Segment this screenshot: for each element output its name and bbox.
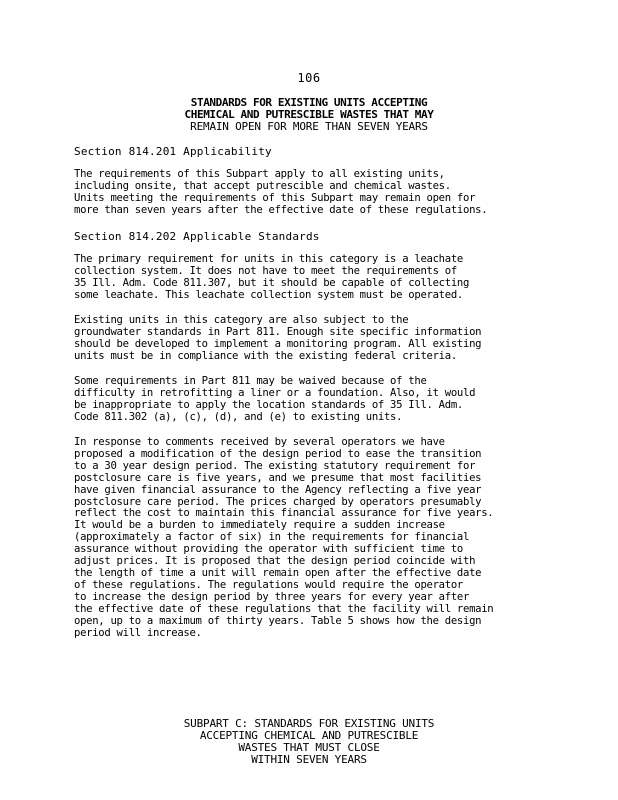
text-line: 35 Ill. Adm. Code 811.307, but it should be capable of collecting [74, 276, 470, 289]
text-line: (approximately a factor of six) in the requirements for financial [74, 531, 470, 544]
subpart-heading [0, 718, 618, 766]
text-line: assurance without providing the operator with sufficient time to [74, 543, 463, 556]
text-line: have given financial assurance to the Agency reflecting a five year [74, 483, 482, 496]
text-line: to a 30 year design period. The existing statutory requirement for [74, 459, 476, 472]
paragraph-groundwater [74, 315, 554, 363]
text-line: Units meeting the requirements of this Subpart may remain open for [74, 191, 476, 204]
title-line-2: CHEMICAL AND PUTRESCIBLE WASTES THAT MAY [184, 108, 434, 121]
text-line: postclosure care is five years, and we presume that most facilities [74, 471, 482, 484]
text-line: open, up to a maximum of thirty years. Table 5 shows how the design [74, 614, 482, 627]
text-line: adjust prices. It is proposed that the design period coincide with [74, 555, 476, 568]
text-line: Code 811.302 (a), (c), (d), and (e) to existing units. [74, 410, 403, 423]
text-line: postclosure care period. The prices charged by operators presumably [74, 495, 482, 508]
paragraph-leachate [74, 254, 554, 302]
text-line: should be developed to implement a monitoring program. All existing [74, 337, 482, 350]
section-heading-applicable-standards: Section 814.202 Applicable Standards [74, 230, 320, 243]
text-line: to increase the design period by three years for every year after [74, 590, 470, 603]
section-heading-applicability: Section 814.201 Applicability [74, 145, 272, 158]
text-line: Existing units in this category are also subject to the [74, 314, 409, 326]
text-line: Some requirements in Part 811 may be waived because of the [74, 375, 427, 387]
text-line: including onsite, that accept putrescible and chemical wastes. [74, 179, 451, 192]
subpart-line-2: ACCEPTING CHEMICAL AND PUTRESCIBLE [199, 729, 419, 742]
paragraph-waivers [74, 376, 554, 424]
text-line: the length of time a unit will remain open after the effective date [74, 566, 482, 579]
text-line: units must be in compliance with the existing federal criteria. [74, 349, 457, 362]
text-line: the effective date of these regulations that the facility will remain [74, 602, 494, 615]
paragraph-design-period [74, 437, 554, 639]
text-line: more than seven years after the effective date of these regulations. [74, 203, 488, 216]
text-line: In response to comments received by several operators we have [74, 436, 445, 448]
text-line: difficulty in retrofitting a liner or a foundation. Also, it would [74, 386, 476, 399]
text-line: period will increase. [74, 626, 202, 639]
text-line: collection system. It does not have to meet the requirements of [74, 264, 457, 277]
subpart-line-4: WITHIN SEVEN YEARS [251, 753, 367, 766]
text-line: reflect the cost to maintain this financial assurance for five years. [74, 507, 494, 520]
title-line-1: STANDARDS FOR EXISTING UNITS ACCEPTING [190, 96, 428, 109]
subpart-line-1: SUBPART C: STANDARDS FOR EXISTING UNITS [183, 717, 435, 730]
paragraph-applicability [74, 169, 554, 217]
text-line: It would be a burden to immediately require a sudden increase [74, 519, 445, 532]
text-line: proposed a modification of the design period to ease the transition [74, 447, 482, 460]
text-line: of these regulations. The regulations would require the operator [74, 578, 463, 591]
page-number: 106 [297, 71, 321, 85]
subpart-line-3: WASTES THAT MUST CLOSE [238, 741, 380, 754]
document-title [0, 97, 618, 133]
text-line: groundwater standards in Part 811. Enough site specific information [74, 325, 482, 338]
text-line: The requirements of this Subpart apply to all existing units, [74, 168, 445, 180]
text-line: be inappropriate to apply the location standards of 35 Ill. Adm. [74, 398, 463, 411]
title-line-3: REMAIN OPEN FOR MORE THAN SEVEN YEARS [190, 120, 428, 133]
text-line: The primary requirement for units in this category is a leachate [74, 253, 463, 265]
text-line: some leachate. This leachate collection system must be operated. [74, 288, 463, 301]
